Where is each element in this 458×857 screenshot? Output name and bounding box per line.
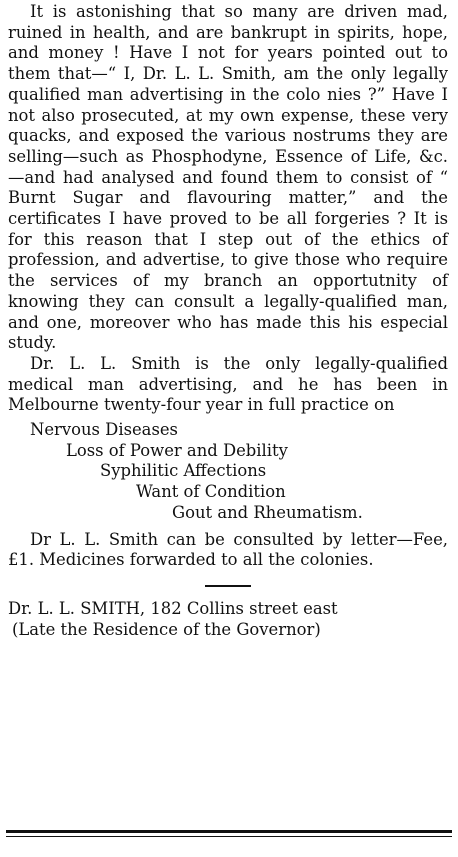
condition-item: Loss of Power and Debility: [66, 440, 288, 460]
short-divider: [205, 585, 251, 587]
condition-item: Syphilitic Affections: [100, 461, 267, 481]
double-divider: [6, 830, 452, 837]
divider-thick: [6, 830, 452, 833]
divider-thin: [6, 836, 452, 837]
intro-paragraph: It is astonishing that so many are driven mad, ruined in health, and are bankrupt in spirits, hope, and money ! Have I not for years pointed out to them that—“ I, Dr. L. L. Smith, am the only legally qualified man advertising in the colo nies ?” Have I not also prosecuted, at my own expense, these very quacks, and exposed the various nostrums they are selling—such as Phosphodyne, Essence of Life, &c.—and had analysed and found them to consist of “ Burnt Sugar and flavouring matter,” and the certificates I have proved to be all forgeries ? It is for this reason that I step out of the ethics of profession, and advertise, to give those who require the services of my branch an opportutnity of knowing they can consult a legally-qualified man, and one, moreover who has made this his especial study.: [8, 2, 448, 353]
consultation-paragraph: Dr L. L. Smith can be consulted by letter—Fee, £1. Medicines forwarded to all the colonies.: [8, 529, 448, 570]
practice-paragraph: Dr. L. L. Smith is the only legally-qualified medical man advertising, and he has been in Melbourne twenty-four year in full practice on: [8, 353, 448, 415]
address-line: Dr. L. L. SMITH, 182 Collins street east: [8, 598, 338, 618]
condition-item: Nervous Diseases: [30, 420, 178, 440]
condition-item: Gout and Rheumatism.: [172, 502, 363, 522]
address-note: (Late the Residence of the Governor): [12, 619, 321, 639]
conditions-list: [8, 420, 448, 524]
condition-item: Want of Condition: [136, 482, 286, 502]
